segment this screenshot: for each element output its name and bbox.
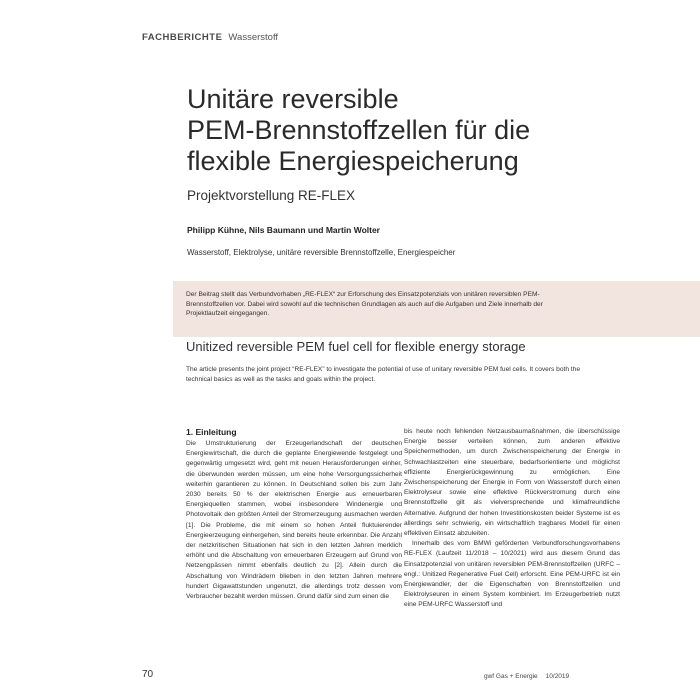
page-number: 70 (142, 669, 154, 680)
body-column-left (186, 427, 402, 602)
body-column-right (404, 427, 620, 611)
article-title-line-2: PEM-Brennstoffzellen für die (187, 115, 531, 145)
article-subtitle: Projektvorstellung RE-FLEX (187, 188, 356, 203)
body-paragraph: Innerhalb des vom BMWi geförderten Verbundforschungsvorhabens RE-FLEX (Laufzeit 11/2018 – 10/2021) wird aus diesem Grund das Einsatzpotenzial von unitären reversiblen PEM-Brennstoffzellen (URFC – engl.: Unitized Regenerative Fuel Cell) erforscht. Eine PEM-URFC ist ein Energiewandler, der die Eigenschaften von Brennstoffzellen und Elektrolyseuren in einem System kombiniert. Im Erzeugerbetrieb nutzt eine PEM-URFC Wasserstoff und (404, 540, 620, 609)
section-topic: Wasserstoff (228, 32, 279, 43)
article-keywords: Wasserstoff, Elektrolyse, unitäre reversible Brennstoffzelle, Energiespeicher (187, 248, 456, 257)
section-heading: 1. Einleitung (186, 427, 237, 437)
english-title: Unitized reversible PEM fuel cell for flexible energy storage (186, 339, 526, 354)
body-paragraph: Die Umstrukturierung der Erzeugerlandschaft der deutschen Energiewirtschaft, die durch die geplante Energiewende festgelegt und gegenwärtig umgesetzt wird, geht mit neuen Herausforderungen einher, die überwunden werden müssen, um eine hohe Versorgungssicherheit weiterhin garantieren zu können. In Deutschland sollen bis zum Jahr 2030 bereits 50 % der elektrischen Energie aus erneuerbaren Energiequellen stammen, wobei insbesondere Windenergie und Photovoltaik den größten Anteil der Stromerzeugung ausmachen werden [1]. Die Probleme, die mit einem so hohen Anteil fluktuierender Energieerzeugung einhergehen, sind bereits heute erkennbar. Die Anzahl der netzkritischen Situationen hat sich in den letzten Jahren merklich erhöht und die Abschaltung von erneuerbaren Erzeugern auf Grund von Netzengpässen nimmt ebenfalls deutlich zu [2]. Allein durch die Abschaltung von Windrädern blieben in den letzten Jahren mehrere hundert Gigawattstunden ungenutzt, die allerdings trotz dessen vom Verbraucher bezahlt werden müssen. Grund dafür sind zum einen die (186, 440, 402, 601)
footer-journal (484, 673, 569, 680)
section-name: FACHBERICHTE (142, 32, 223, 43)
abstract-english: The article presents the joint project “RE-FLEX” to investigate the potential of use of unitary reversible PEM fuel cells. It covers both the technical basics as well as the tasks and goals within the project. (186, 366, 580, 383)
journal-issue: 10/2019 (545, 673, 570, 680)
article-title-line-3: flexible Energiespeicherung (187, 146, 519, 176)
section-label (142, 32, 278, 43)
article-authors: Philipp Kühne, Nils Baumann und Martin Wolter (187, 225, 380, 235)
journal-name: gwf Gas + Energie (484, 673, 538, 680)
article-title (187, 84, 657, 177)
body-paragraph: bis heute noch fehlenden Netzausbaumaßnahmen, die überschüssige Energie besser verteilen können, zum anderen effektive Speichermethoden, um durch Zwischenspeicherung der Energie in Schwachlastzeiten eine steuerbare, bedarfsorientierte und möglichst effiziente Energierückgewinnung zu ermöglichen. Eine Zwischenspeicherung der Energie in Form von Wasserstoff durch einen Elektrolyseur sowie eine effektive Rückverstromung durch eine Brennstoffzelle gilt als vielversprechende und klimafreundliche Alternative. Aufgrund der hohen Investitionskosten beider Systeme ist es allerdings sehr schwierig, ein wirtschaftlich tragbares Modell für einen effektiven Einsatz abzuleiten. (404, 428, 620, 538)
abstract-german: Der Beitrag stellt das Verbundvorhaben „RE-FLEX“ zur Erforschung des Einsatzpotenzials von unitären reversiblen PEM-Brennstoffzellen vor. Dabei wird sowohl auf die technischen Grundlagen als auch auf die Aufgaben und Ziele innerhalb der Projektlaufzeit eingegangen. (186, 291, 543, 318)
article-title-line-1: Unitäre reversible (187, 84, 399, 114)
